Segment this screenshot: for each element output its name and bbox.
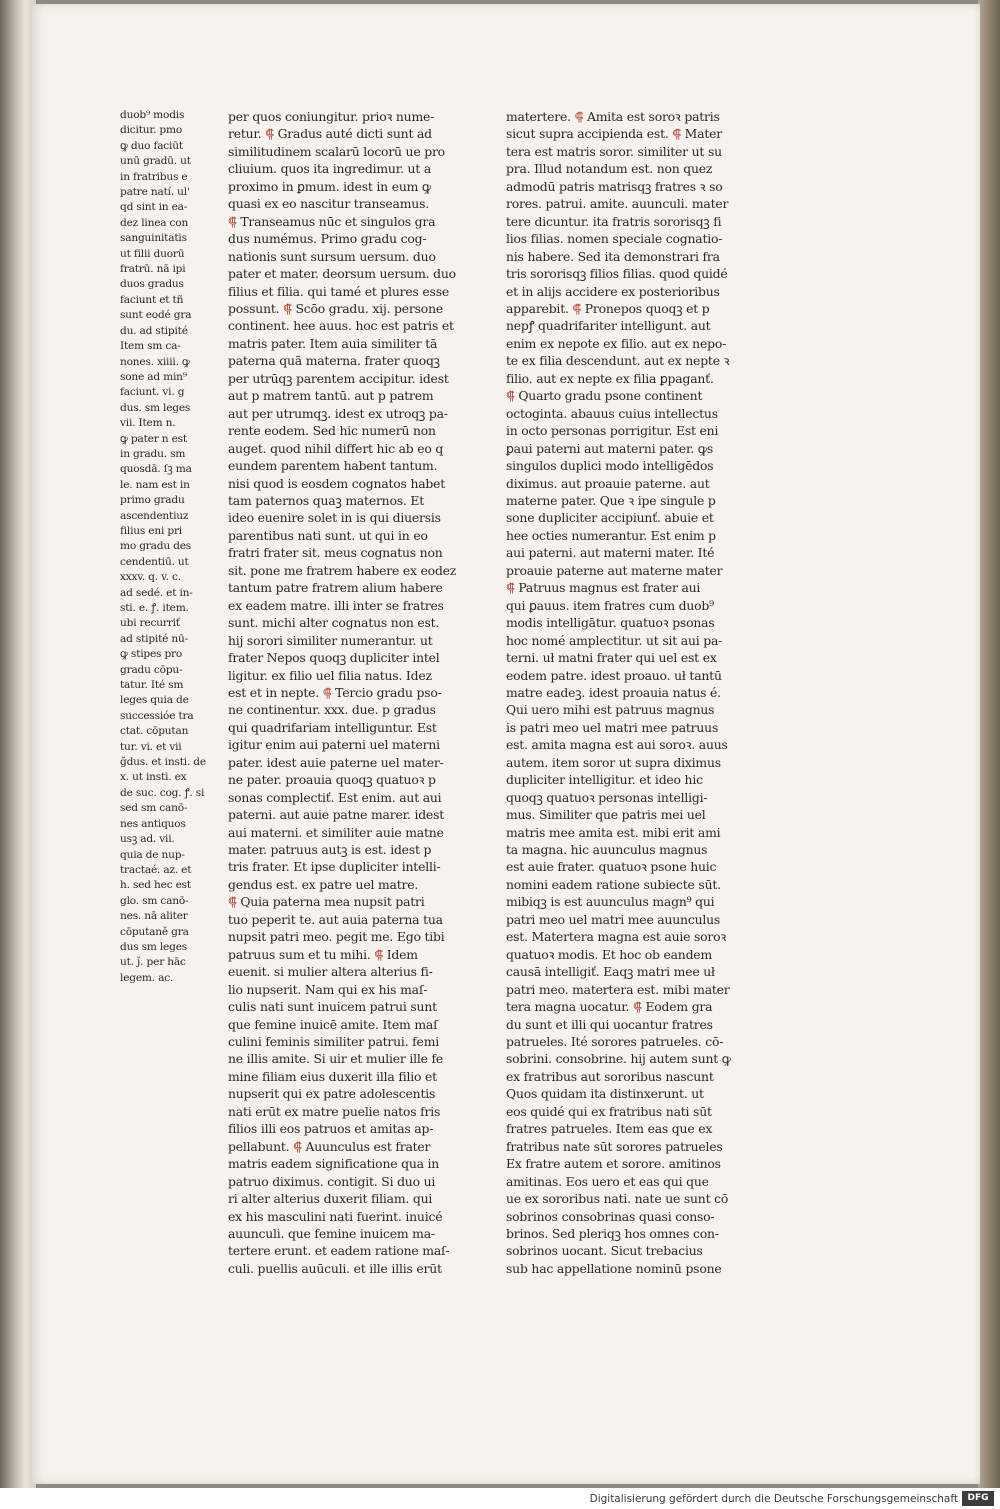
- paragraph-mark: ⸿: [228, 213, 237, 229]
- text-line: causā intelligiť. Eaqꝫ matri mee uł: [506, 964, 715, 980]
- text-column-left: [228, 108, 492, 1277]
- text-line: h. sed hec est: [120, 879, 191, 892]
- text-line: aut p matrem tantū. aut p patrem: [228, 388, 434, 404]
- text-line: successióe tra: [120, 709, 194, 722]
- text-line: lios filias. nomen speciale cognatio-: [506, 231, 723, 247]
- text-line: brinos. Sed pleriqꝫ hos omnes con-: [506, 1226, 719, 1241]
- text-line: mo gradu des: [120, 540, 192, 553]
- text-line: ꝙ duo faciūt: [120, 139, 183, 152]
- text-line: rente eodem. Sed hic numerū non: [228, 423, 436, 439]
- text-line: pater. idest auie paterne uel mater-: [228, 754, 444, 770]
- text-line: materne pater. Que ꝛ ipe singule p: [506, 492, 716, 508]
- text-line: is patri meo uel matri mee patruus: [506, 719, 719, 735]
- text-line: du. ad stipité: [120, 324, 188, 337]
- text-line: mater. patruus autꝫ is est. idest p: [228, 842, 432, 858]
- text-line: nisi quod is eosdem cognatos habet: [228, 475, 446, 491]
- text-line: sone dupliciter accipiunť. abuie et: [506, 510, 714, 526]
- text-line: rores. patrui. amite. auunculi. mater: [506, 196, 729, 212]
- text-line: dez linea con: [120, 216, 189, 229]
- text-line: du sunt et illi qui uocantur fratres: [506, 1016, 713, 1032]
- text-line: per quos coniungitur. prioꝛ nume-: [228, 109, 435, 124]
- text-line: ex his masculini nati fuerint. inuicé: [228, 1208, 443, 1224]
- text-line: mibiqꝫ is est auunculus magn⁹ qui: [506, 894, 715, 910]
- text-line: sed sm canō-: [120, 802, 188, 815]
- text-line: terni. uł matni frater qui uel est ex: [506, 650, 717, 666]
- text-line: in octo personas porrigitur. Est eni: [506, 423, 719, 439]
- text-line: similitudinem scalarū locorū ue pro: [228, 143, 445, 159]
- text-line: continent. hee auus. hoc est patris et: [228, 318, 454, 334]
- text-line: ne continentur. xxx. due. p gradus: [228, 702, 436, 718]
- text-line: eodem patre. idest proauo. uł tantū: [506, 667, 722, 683]
- text-line: nes antiquos: [120, 817, 186, 830]
- text-line: aui materni. et similiter auie matne: [228, 824, 444, 840]
- text-line: nati erūt ex matre puelie natos fris: [228, 1103, 441, 1119]
- text-line: culi. puellis auūculi. et ille illis erūt: [228, 1260, 442, 1276]
- text-line: in fratribus e: [120, 170, 188, 183]
- text-line: ꝙ pater n est: [120, 432, 187, 445]
- text-line: enim ex nepote ex filio. aut ex nepo-: [506, 335, 727, 351]
- text-line: matris mee amita est. mibi erit ami: [506, 824, 721, 840]
- text-line: filius et filia. qui tamé et plures esse: [228, 283, 450, 299]
- text-line: nomini eadem ratione subiecte sūt.: [506, 876, 721, 892]
- text-line: sobrini. consobrine. hij autem sunt ꝙ: [506, 1051, 731, 1067]
- text-line: igitur enim aui paterni uel materni: [228, 737, 440, 753]
- text-line: quosdā. ſꝫ ma: [120, 463, 192, 476]
- text-line: nepꝭ quadrifariter intelligunt. aut: [506, 318, 711, 334]
- text-line: ligitur. ex filio uel filia natus. Idez: [228, 667, 432, 683]
- text-line: ğdus. et insti. de: [120, 756, 206, 769]
- text-line: amitinas. Eos uero et eas qui que: [506, 1173, 709, 1189]
- text-line: patri meo uel matri mee auunculus: [506, 911, 721, 927]
- text-line: ꝙ stipes pro: [120, 648, 183, 661]
- text-line: ri alter alterius duxerit filiam. qui: [228, 1191, 433, 1207]
- text-line: eundem parentem habent tantum.: [228, 458, 438, 474]
- text-line: tur. vi. et vii: [120, 740, 182, 753]
- paragraph-mark: ⸿: [672, 126, 681, 142]
- text-line: paterni. aut auie patne marer. idest: [228, 807, 445, 823]
- text-line: patruo diximus. contigit. Si duo ui: [228, 1173, 436, 1189]
- text-line: duob⁹ modis: [120, 109, 185, 121]
- paragraph-mark: ⸿: [633, 999, 642, 1015]
- text-line: auunculi. que femine inuicem ma-: [228, 1226, 435, 1241]
- book-binding: [0, 0, 36, 1488]
- text-line: quia de nup-: [120, 848, 185, 861]
- text-line: ⸿ Quia paterna mea nupsit patri: [228, 894, 425, 910]
- text-line: aui paterni. aut materni mater. Ité: [506, 545, 715, 561]
- text-line: possunt. ⸿ Scōo gradu. xij. persone: [228, 300, 443, 316]
- text-line: ad stipité nū-: [120, 632, 189, 645]
- text-line: admodū patris matrisqꝫ fratres ꝛ so: [506, 178, 723, 194]
- text-line: modis intelligātur. quatuoꝛ psonas: [506, 615, 715, 631]
- text-line: Item sm ca-: [120, 340, 181, 353]
- text-line: glo. sm canō-: [120, 894, 189, 907]
- paragraph-mark: ⸿: [228, 894, 237, 910]
- text-line: parentibus nati sunt. ut qui in eo: [228, 527, 428, 543]
- text-line: patri meo. matertera est. mibi mater: [506, 981, 730, 997]
- text-line: ta magna. hic auunculus magnus: [506, 842, 708, 858]
- text-line: est auie frater. quatuoꝛ psone huic: [506, 859, 717, 875]
- text-line: primo gradu: [120, 494, 185, 507]
- text-line: per utrūqꝫ parentem accipitur. idest: [228, 370, 449, 386]
- text-line: filios illi eos patruos et amitas ap-: [228, 1121, 434, 1137]
- text-line: x. ut insti. ex: [120, 771, 187, 784]
- text-line: hee octies numerantur. Est enim p: [506, 527, 716, 543]
- text-line: matertere. ⸿ Amita est soroꝛ patris: [506, 109, 720, 124]
- text-column-right: [506, 108, 768, 1277]
- text-line: tris frater. Et ipse dupliciter intelli-: [228, 859, 441, 875]
- text-line: sunt. michi alter cognatus non est.: [228, 615, 440, 631]
- dfg-logo: DFG: [962, 1491, 994, 1506]
- text-line: pra. Illud notandum est. non quez: [506, 161, 713, 177]
- text-line: sanguinitatis: [120, 232, 187, 245]
- text-line: ⸿ Quarto gradu psone continent: [506, 388, 703, 404]
- paragraph-mark: ⸿: [572, 300, 582, 316]
- text-line: paterna quā materna. frater quoqꝫ: [228, 353, 440, 369]
- text-line: fratribus nate sūt sorores patrueles: [506, 1138, 723, 1154]
- text-line: nones. xiiii. ꝙ: [120, 355, 190, 368]
- text-line: Qui uero mihi est patruus magnus: [506, 702, 715, 718]
- text-line: diximus. aut proauie paterne. aut: [506, 475, 710, 491]
- text-line: est. amita magna est aui soroꝛ. auus: [506, 737, 728, 753]
- text-line: sunt eodé gra: [120, 309, 192, 322]
- text-line: Quos quidam ita distinxerunt. ut: [506, 1086, 704, 1102]
- text-line: dus sm leges: [120, 940, 188, 953]
- text-line: sobrinos consobrinas quasi conso-: [506, 1208, 715, 1224]
- paragraph-mark: ⸿: [506, 388, 515, 404]
- text-line: matre eadeꝫ. idest proauia natus é.: [506, 684, 721, 700]
- text-line: filio. aut ex nepte ex filia ꝑpaganť.: [506, 370, 714, 386]
- text-line: hij sorori similiter numerantur. ut: [228, 632, 433, 648]
- text-line: xxxv. q. v. c.: [120, 571, 181, 584]
- paragraph-mark: ⸿: [293, 1138, 302, 1154]
- text-line: gendus est. ex patre uel matre.: [228, 876, 419, 892]
- text-line: cendentiū. ut: [120, 555, 189, 568]
- text-line: cōputaně gra: [120, 925, 189, 938]
- text-line: singulos duplici modo intelligēdos: [506, 458, 714, 474]
- text-line: duos gradus: [120, 278, 184, 291]
- text-line: ⸿ Patruus magnus est frater aui: [506, 580, 701, 596]
- text-line: aut per utrumqꝫ. idest ex utroqꝫ pa-: [228, 405, 448, 421]
- text-line: tertere erunt. et eadem ratione maſ-: [228, 1243, 450, 1259]
- text-line: sobrinos uocant. Sicut trebacius: [506, 1243, 703, 1259]
- text-line: tatur. Ité sm: [120, 679, 184, 692]
- text-line: tera est matris soror. similiter ut su: [506, 143, 722, 159]
- text-line: ascendentiuz: [120, 509, 189, 522]
- paragraph-mark: ⸿: [283, 300, 292, 316]
- book-page: [32, 4, 980, 1484]
- text-line: usꝫ ad. vii.: [120, 833, 175, 846]
- text-line: est. Matertera magna est auie soroꝛ: [506, 929, 727, 945]
- text-line: hoc nomé amplectitur. ut sit aui pa-: [506, 632, 723, 648]
- text-line: filius eni pri: [120, 524, 182, 537]
- text-line: octoginta. abauus cuius intellectus: [506, 405, 718, 421]
- text-line: tera magna uocatur. ⸿ Eodem gra: [506, 999, 713, 1015]
- text-line: tam paternos quaꝫ maternos. Et: [228, 492, 424, 508]
- text-line: matris pater. Item auia similiter tā: [228, 335, 438, 351]
- text-line: nupsit patri meo. pegit me. Ego tibi: [228, 929, 445, 945]
- text-line: qd sint in ea-: [120, 201, 188, 214]
- paragraph-mark: ⸿: [265, 126, 274, 142]
- text-line: ne pater. proauia quoqꝫ quatuoꝛ p: [228, 772, 436, 788]
- text-line: pater et mater. deorsum uersum. duo: [228, 266, 456, 282]
- text-line: de suc. cog. ꝭ. si: [120, 786, 205, 799]
- text-line: est et in nepte. ⸿ Tercio gradu pso-: [228, 684, 442, 700]
- text-line: que femine inuicē amite. Item maſ: [228, 1016, 438, 1032]
- text-line: culini feminis similiter patrui. femi: [228, 1034, 440, 1050]
- text-line: nis habere. Sed ita demonstrari fra: [506, 248, 720, 264]
- text-line: patruus sum et tu mihi. ⸿ Idem: [228, 946, 418, 962]
- text-line: fratrū. nā ipi: [120, 263, 186, 276]
- text-line: pellabunt. ⸿ Auunculus est frater: [228, 1138, 431, 1154]
- text-line: proauie paterne aut materne mater: [506, 562, 723, 578]
- text-line: autem. item soror ut supra diximus: [506, 754, 721, 770]
- text-line: dus numémus. Primo gradu cog-: [228, 231, 427, 247]
- text-line: ut filii duorū: [120, 247, 185, 260]
- text-line: sicut supra accipienda est. ⸿ Mater: [506, 126, 722, 142]
- text-line: sonas complectiť. Est enim. aut aui: [228, 789, 442, 805]
- text-line: cliuium. quos ita ingredimur. ut a: [228, 161, 432, 177]
- text-line: leges quia de: [120, 694, 189, 707]
- text-line: ubi recurriť: [120, 617, 180, 630]
- text-line: faciunt et tñ: [120, 293, 184, 306]
- text-line: in gradu. sm: [120, 447, 186, 460]
- text-line: nupserit qui ex patre adolescentis: [228, 1086, 436, 1102]
- text-line: patrueles. Ité sorores patrueles. cō-: [506, 1034, 724, 1050]
- gloss-column: [120, 108, 216, 986]
- text-line: gradu cōpu-: [120, 663, 183, 676]
- text-line: nationis sunt sursum uersum. duo: [228, 248, 436, 264]
- page-edge: [978, 0, 1000, 1488]
- text-line: qui quadrifariam intelliguntur. Est: [228, 719, 437, 735]
- text-line: dus. sm leges: [120, 401, 191, 414]
- text-line: tantum patre fratrem alium habere: [228, 580, 443, 596]
- text-line: proximo in ꝑmum. idest in eum ꝙ: [228, 178, 432, 194]
- text-line: retur. ⸿ Gradus auté dicti sunt ad: [228, 126, 432, 142]
- text-line: quoqꝫ quatuoꝛ personas intelligi-: [506, 789, 708, 805]
- text-line: euenit. si mulier altera alterius fi-: [228, 964, 433, 980]
- text-line: auget. quod nihil differt hic ab eo q: [228, 440, 444, 456]
- text-line: frater Nepos quoqꝫ dupliciter intel: [228, 650, 440, 666]
- text-line: apparebit. ⸿ Pronepos quoqꝫ et p: [506, 300, 710, 316]
- text-line: unū gradū. ut: [120, 155, 191, 168]
- text-line: sone ad min⁹: [120, 370, 187, 383]
- text-line: ne illis amite. Si uir et mulier ille fe: [228, 1051, 444, 1067]
- text-line: fratri frater sit. meus cognatus non: [228, 545, 443, 561]
- paragraph-mark: ⸿: [574, 109, 584, 124]
- text-line: fratres patrueles. Item eas que ex: [506, 1121, 713, 1137]
- text-line: quasi ex eo nascitur transeamus.: [228, 196, 429, 212]
- text-line: ideo euenire solet in is qui diuersis: [228, 510, 441, 526]
- text-line: qui ꝑauus. item fratres cum duob⁹: [506, 597, 714, 613]
- text-line: dicitur. pmo: [120, 124, 183, 137]
- footer-credit: Digitalisierung gefördert durch die Deutsche Forschungsgemeinschaft: [589, 1493, 958, 1505]
- text-line: quatuoꝛ modis. Et hoc ob eandem: [506, 946, 712, 962]
- text-line: ad sedé. et in-: [120, 586, 193, 599]
- text-line: ex fratribus aut sororibus nascunt: [506, 1068, 714, 1084]
- text-line: faciunt. vi. g: [120, 386, 185, 399]
- text-line: mus. Similiter que patris mei uel: [506, 807, 706, 823]
- text-line: tere dicuntur. ita fratris sororisqꝫ fi: [506, 213, 722, 229]
- text-line: legem. ac.: [120, 971, 174, 984]
- text-line: ⸿ Transeamus nūc et singulos gra: [228, 213, 436, 229]
- text-line: tris sororisqꝫ filios filias. quod quidé: [506, 266, 728, 282]
- text-line: ctat. cōputan: [120, 725, 189, 738]
- text-line: lio nupserit. Nam qui ex his maſ-: [228, 981, 428, 997]
- text-line: sub hac appellatione nominū psone: [506, 1260, 722, 1276]
- text-line: patre natí. ul': [120, 186, 190, 199]
- text-line: te ex filia descendunt. aut ex nepte ꝛ: [506, 353, 730, 369]
- text-line: ꝑaui paterni aut materni pater. ꝙs: [506, 440, 714, 456]
- text-line: ex eadem matre. illi inter se fratres: [228, 597, 444, 613]
- text-line: matris eadem significatione qua in: [228, 1156, 440, 1172]
- text-line: eos quidé qui ex fratribus nati sūt: [506, 1103, 712, 1119]
- text-line: dupliciter intelligitur. et ideo hic: [506, 772, 703, 788]
- text-line: sti. e. ꝭ. item.: [120, 602, 189, 614]
- text-line: sit. pone me fratrem habere ex eodez: [228, 562, 457, 578]
- text-line: ut. ǰ. per hāc: [120, 956, 186, 969]
- text-line: ue ex sororibus nati. nate ue sunt cō: [506, 1191, 729, 1207]
- text-line: mine filiam eius duxerit illa filio et: [228, 1068, 437, 1084]
- text-line: tuo peperit te. aut auia paterna tua: [228, 911, 443, 927]
- text-line: culis nati sunt inuicem patrui sunt: [228, 999, 437, 1015]
- text-line: tractaé. az. et: [120, 863, 192, 876]
- paragraph-mark: ⸿: [506, 580, 515, 596]
- text-line: Ex fratre autem et sorore. amitinos: [506, 1156, 721, 1172]
- paragraph-mark: ⸿: [374, 946, 383, 962]
- text-line: vii. Item n.: [120, 417, 176, 430]
- text-line: et in alijs accidere ex posterioribus: [506, 283, 720, 299]
- text-line: nes. nā aliter: [120, 910, 188, 923]
- text-line: le. nam est in: [120, 478, 190, 491]
- paragraph-mark: ⸿: [322, 684, 332, 700]
